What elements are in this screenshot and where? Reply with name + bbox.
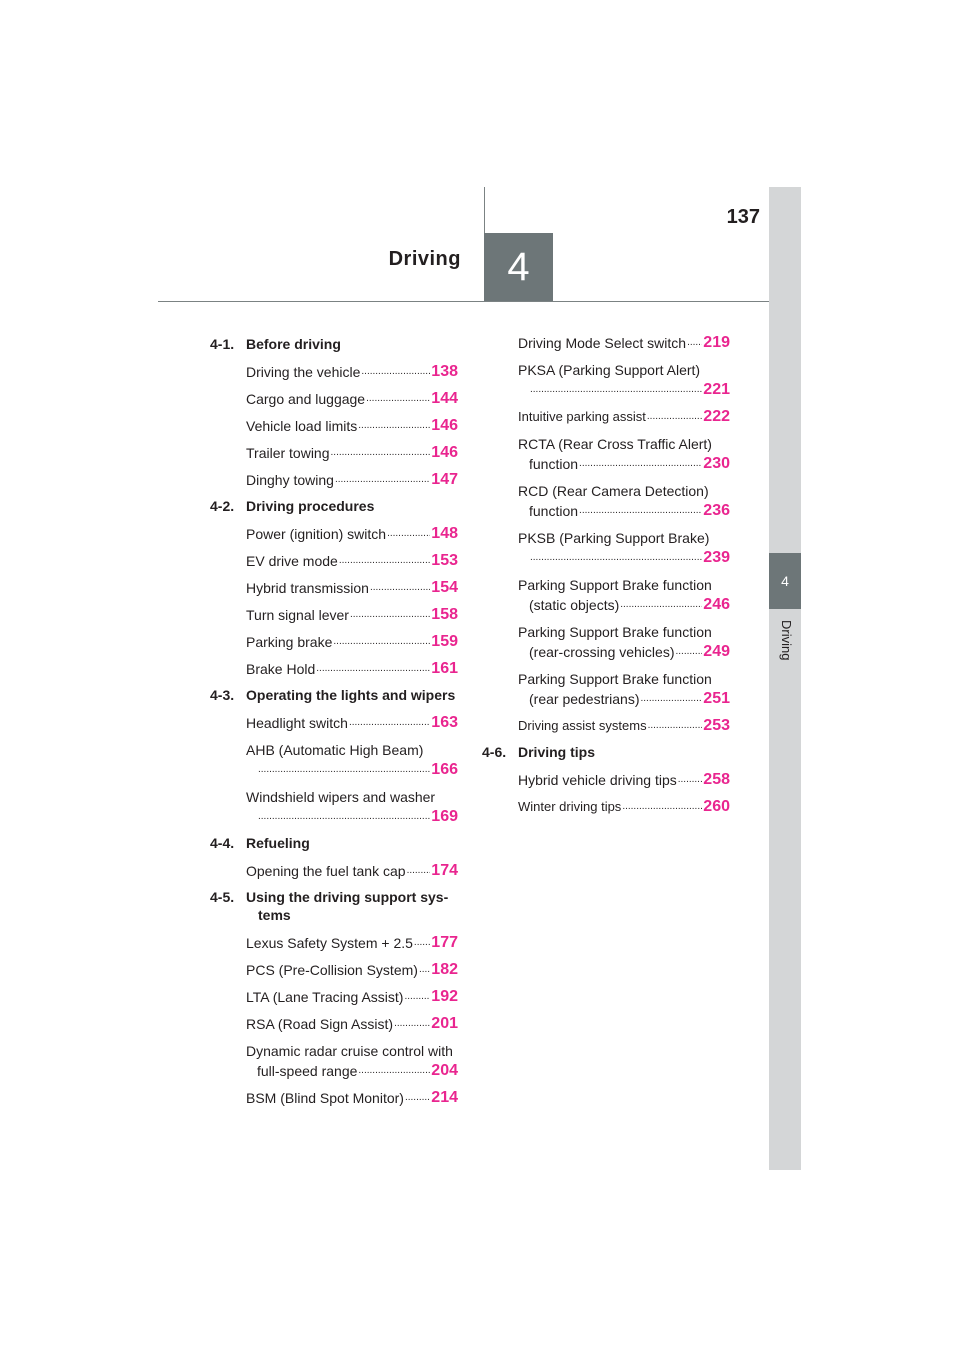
side-tab-number-box[interactable] [769,553,801,609]
toc-section-heading [482,743,730,761]
toc-page-number[interactable]: 221 [703,381,730,398]
section-number: 4-3. [210,687,235,703]
leader-dots [335,470,430,490]
leader-dots [414,933,430,953]
section-title: Driving procedures [246,498,375,514]
leader-dots [387,524,430,544]
toc-entry[interactable] [210,551,458,571]
toc-page-number[interactable]: 138 [431,363,458,380]
toc-section-heading [210,834,458,852]
leader-dots [648,716,703,736]
toc-entry[interactable] [210,659,458,679]
toc-page-number[interactable]: 214 [431,1089,458,1106]
toc-entry[interactable] [518,575,730,615]
leader-dots [394,1014,430,1034]
toc-entry-label: PKSA (Parking Support Alert) [518,362,701,378]
toc-entry-label: Winter driving tips [518,799,622,814]
toc-entry[interactable] [518,622,730,662]
leader-dots [579,454,702,474]
toc-page-number[interactable]: 166 [431,761,458,778]
leader-dots [641,689,703,709]
section-title: Using the driving support sys- [246,889,449,905]
toc-entry[interactable] [210,605,458,625]
toc-entry[interactable] [210,470,458,490]
toc-entry[interactable] [210,416,458,436]
toc-entry-label: Cargo and luggage [246,391,366,407]
leader-dots [530,548,702,568]
section-title: Operating the lights and wipers [246,687,456,703]
toc-page-number[interactable]: 192 [431,988,458,1005]
toc-entry[interactable] [518,716,730,736]
toc-entry[interactable] [210,1088,458,1108]
toc-page-number[interactable]: 236 [703,502,730,519]
toc-entry-label: LTA (Lane Tracing Assist) [246,989,404,1005]
toc-entry-label: Vehicle load limits [246,418,358,434]
leader-dots [678,770,703,790]
leader-dots [675,642,702,662]
section-title: Driving tips [518,744,596,760]
toc-section-heading [210,335,458,353]
toc-entry-label-continued: (static objects) [529,597,620,613]
toc-page-number[interactable]: 161 [431,660,458,677]
section-number: 4-6. [482,744,507,760]
toc-entry[interactable] [518,360,730,400]
toc-entry-label: RCD (Rear Camera Detection) [518,483,709,499]
toc-entry-label: Windshield wipers and washer [246,789,436,805]
toc-entry-label-continued: full-speed range [257,1063,358,1079]
leader-dots [349,713,430,733]
toc-entry-label: Dinghy towing [246,472,334,488]
section-number: 4-2. [210,498,235,514]
toc-page-number[interactable]: 251 [703,690,730,707]
toc-entry[interactable] [210,933,458,953]
section-title: Before driving [246,336,341,352]
toc-entry-label: EV drive mode [246,553,338,569]
header-divider-horizontal [158,301,769,302]
section-number: 4-4. [210,835,235,851]
toc-page-number[interactable]: 253 [703,717,730,734]
toc-entry-label: PCS (Pre-Collision System) [246,962,418,978]
toc-section-heading [210,686,458,704]
leader-dots [333,632,430,652]
side-tab-label: Driving [779,620,794,661]
toc-entry[interactable] [210,787,458,827]
section-title: Refueling [246,835,310,851]
page-number: 137 [726,206,760,228]
toc-page-number[interactable]: 204 [431,1062,458,1079]
toc-entry-label: Parking brake [246,634,333,650]
leader-dots [331,443,431,463]
chapter-number-box [484,233,553,302]
leader-dots [407,861,431,881]
toc-page-number[interactable]: 148 [431,525,458,542]
leader-dots [405,1088,430,1108]
leader-dots [620,595,702,615]
toc-page-number[interactable]: 260 [703,798,730,815]
toc-entry-label: Driving the vehicle [246,364,361,380]
toc-entry[interactable] [210,1041,458,1081]
toc-entry[interactable] [210,960,458,980]
toc-entry-label-continued: function [529,503,579,519]
toc-page-number[interactable]: 154 [431,579,458,596]
leader-dots [419,960,430,980]
toc-entry[interactable] [518,407,730,427]
side-tab-number: 4 [781,573,789,589]
toc-entry[interactable] [518,797,730,817]
toc-entry-label-continued: function [529,456,579,472]
toc-entry[interactable] [210,389,458,409]
toc-page-number[interactable]: 230 [703,455,730,472]
toc-entry-label-continued: (rear-crossing vehicles) [529,644,675,660]
toc-entry[interactable] [210,362,458,382]
toc-continued-group [482,333,730,736]
leader-dots [370,578,430,598]
leader-dots [358,416,430,436]
toc-page-number[interactable]: 258 [703,771,730,788]
toc-entry[interactable] [210,1014,458,1034]
toc-entry[interactable] [518,434,730,474]
section-number: 4-1. [210,336,235,352]
leader-dots [622,797,702,817]
toc-page-number[interactable]: 158 [431,606,458,623]
toc-entry-label: Parking Support Brake function [518,671,712,687]
header-divider-vertical [484,187,485,233]
toc-page-number[interactable]: 201 [431,1015,458,1032]
toc-entry-label: Trailer towing [246,445,330,461]
toc-entry[interactable] [518,669,730,709]
toc-page-number[interactable]: 144 [431,390,458,407]
toc-entry-label: Dynamic radar cruise control with [246,1043,453,1059]
toc-page-number[interactable]: 146 [431,417,458,434]
toc-section-heading [210,497,458,515]
toc-entry-label: Opening the fuel tank cap [246,863,406,879]
toc-entry-label: Hybrid transmission [246,580,369,596]
leader-dots [687,333,702,353]
leader-dots [358,1061,430,1081]
toc-right-column [482,333,730,824]
toc-entry-label-continued: (rear pedestrians) [529,691,640,707]
toc-page-number[interactable]: 146 [431,444,458,461]
chapter-number: 4 [507,245,530,289]
toc-entry[interactable] [518,333,730,353]
leader-dots [579,501,702,521]
toc-page-number[interactable]: 182 [431,961,458,978]
leader-dots [404,987,430,1007]
toc-page-number[interactable]: 174 [431,862,458,879]
toc-entry-label: Brake Hold [246,661,316,677]
toc-page-number[interactable]: 249 [703,643,730,660]
toc-entry[interactable] [210,987,458,1007]
section-number: 4-5. [210,889,235,905]
toc-entry[interactable] [518,481,730,521]
toc-entry-label: Power (ignition) switch [246,526,387,542]
toc-entry[interactable] [210,861,458,881]
toc-entry-label: BSM (Blind Spot Monitor) [246,1090,404,1106]
toc-page-number[interactable]: 147 [431,471,458,488]
toc-entry-label: Lexus Safety System + 2.5 [246,935,413,951]
toc-entry-label: Parking Support Brake function [518,624,712,640]
toc-entry-label: Turn signal lever [246,607,349,623]
toc-page-number[interactable]: 219 [703,334,730,351]
toc-entry-label: RCTA (Rear Cross Traffic Alert) [518,436,712,452]
toc-page-number[interactable]: 177 [431,934,458,951]
toc-page-number[interactable]: 239 [703,549,730,566]
leader-dots [361,362,430,382]
toc-entry[interactable] [210,740,458,780]
toc-page-number[interactable]: 163 [431,714,458,731]
toc-entry-label: AHB (Automatic High Beam) [246,742,424,758]
toc-entry-label: Hybrid vehicle driving tips [518,772,677,788]
toc-page-number[interactable]: 246 [703,596,730,613]
toc-page-number[interactable]: 222 [703,408,730,425]
toc-entry-label: Driving Mode Select switch [518,335,687,351]
toc-section-heading [210,888,458,924]
toc-section-group [482,770,730,817]
toc-entry[interactable] [210,713,458,733]
toc-entry-label: Intuitive parking assist [518,409,646,424]
toc-page-number[interactable]: 153 [431,552,458,569]
leader-dots [530,380,702,400]
toc-entry-label: Headlight switch [246,715,348,731]
toc-entry[interactable] [210,578,458,598]
toc-page-number[interactable]: 159 [431,633,458,650]
toc-entry[interactable] [518,770,730,790]
leader-dots [350,605,430,625]
leader-dots [339,551,430,571]
leader-dots [647,407,702,427]
toc-entry[interactable] [210,524,458,544]
leader-dots [366,389,430,409]
toc-entry-label: RSA (Road Sign Assist) [246,1016,394,1032]
toc-left-column [210,335,458,1115]
toc-entry[interactable] [518,528,730,568]
toc-entry-label: Driving assist systems [518,718,647,733]
chapter-title: Driving [388,248,461,270]
leader-dots [258,760,430,780]
toc-entry-label: Parking Support Brake function [518,577,712,593]
toc-entry-label: PKSB (Parking Support Brake) [518,530,710,546]
section-title-continued: tems [258,907,291,923]
toc-page-number[interactable]: 169 [431,808,458,825]
leader-dots [316,659,430,679]
toc-entry[interactable] [210,443,458,463]
toc-entry[interactable] [210,632,458,652]
leader-dots [258,807,430,827]
